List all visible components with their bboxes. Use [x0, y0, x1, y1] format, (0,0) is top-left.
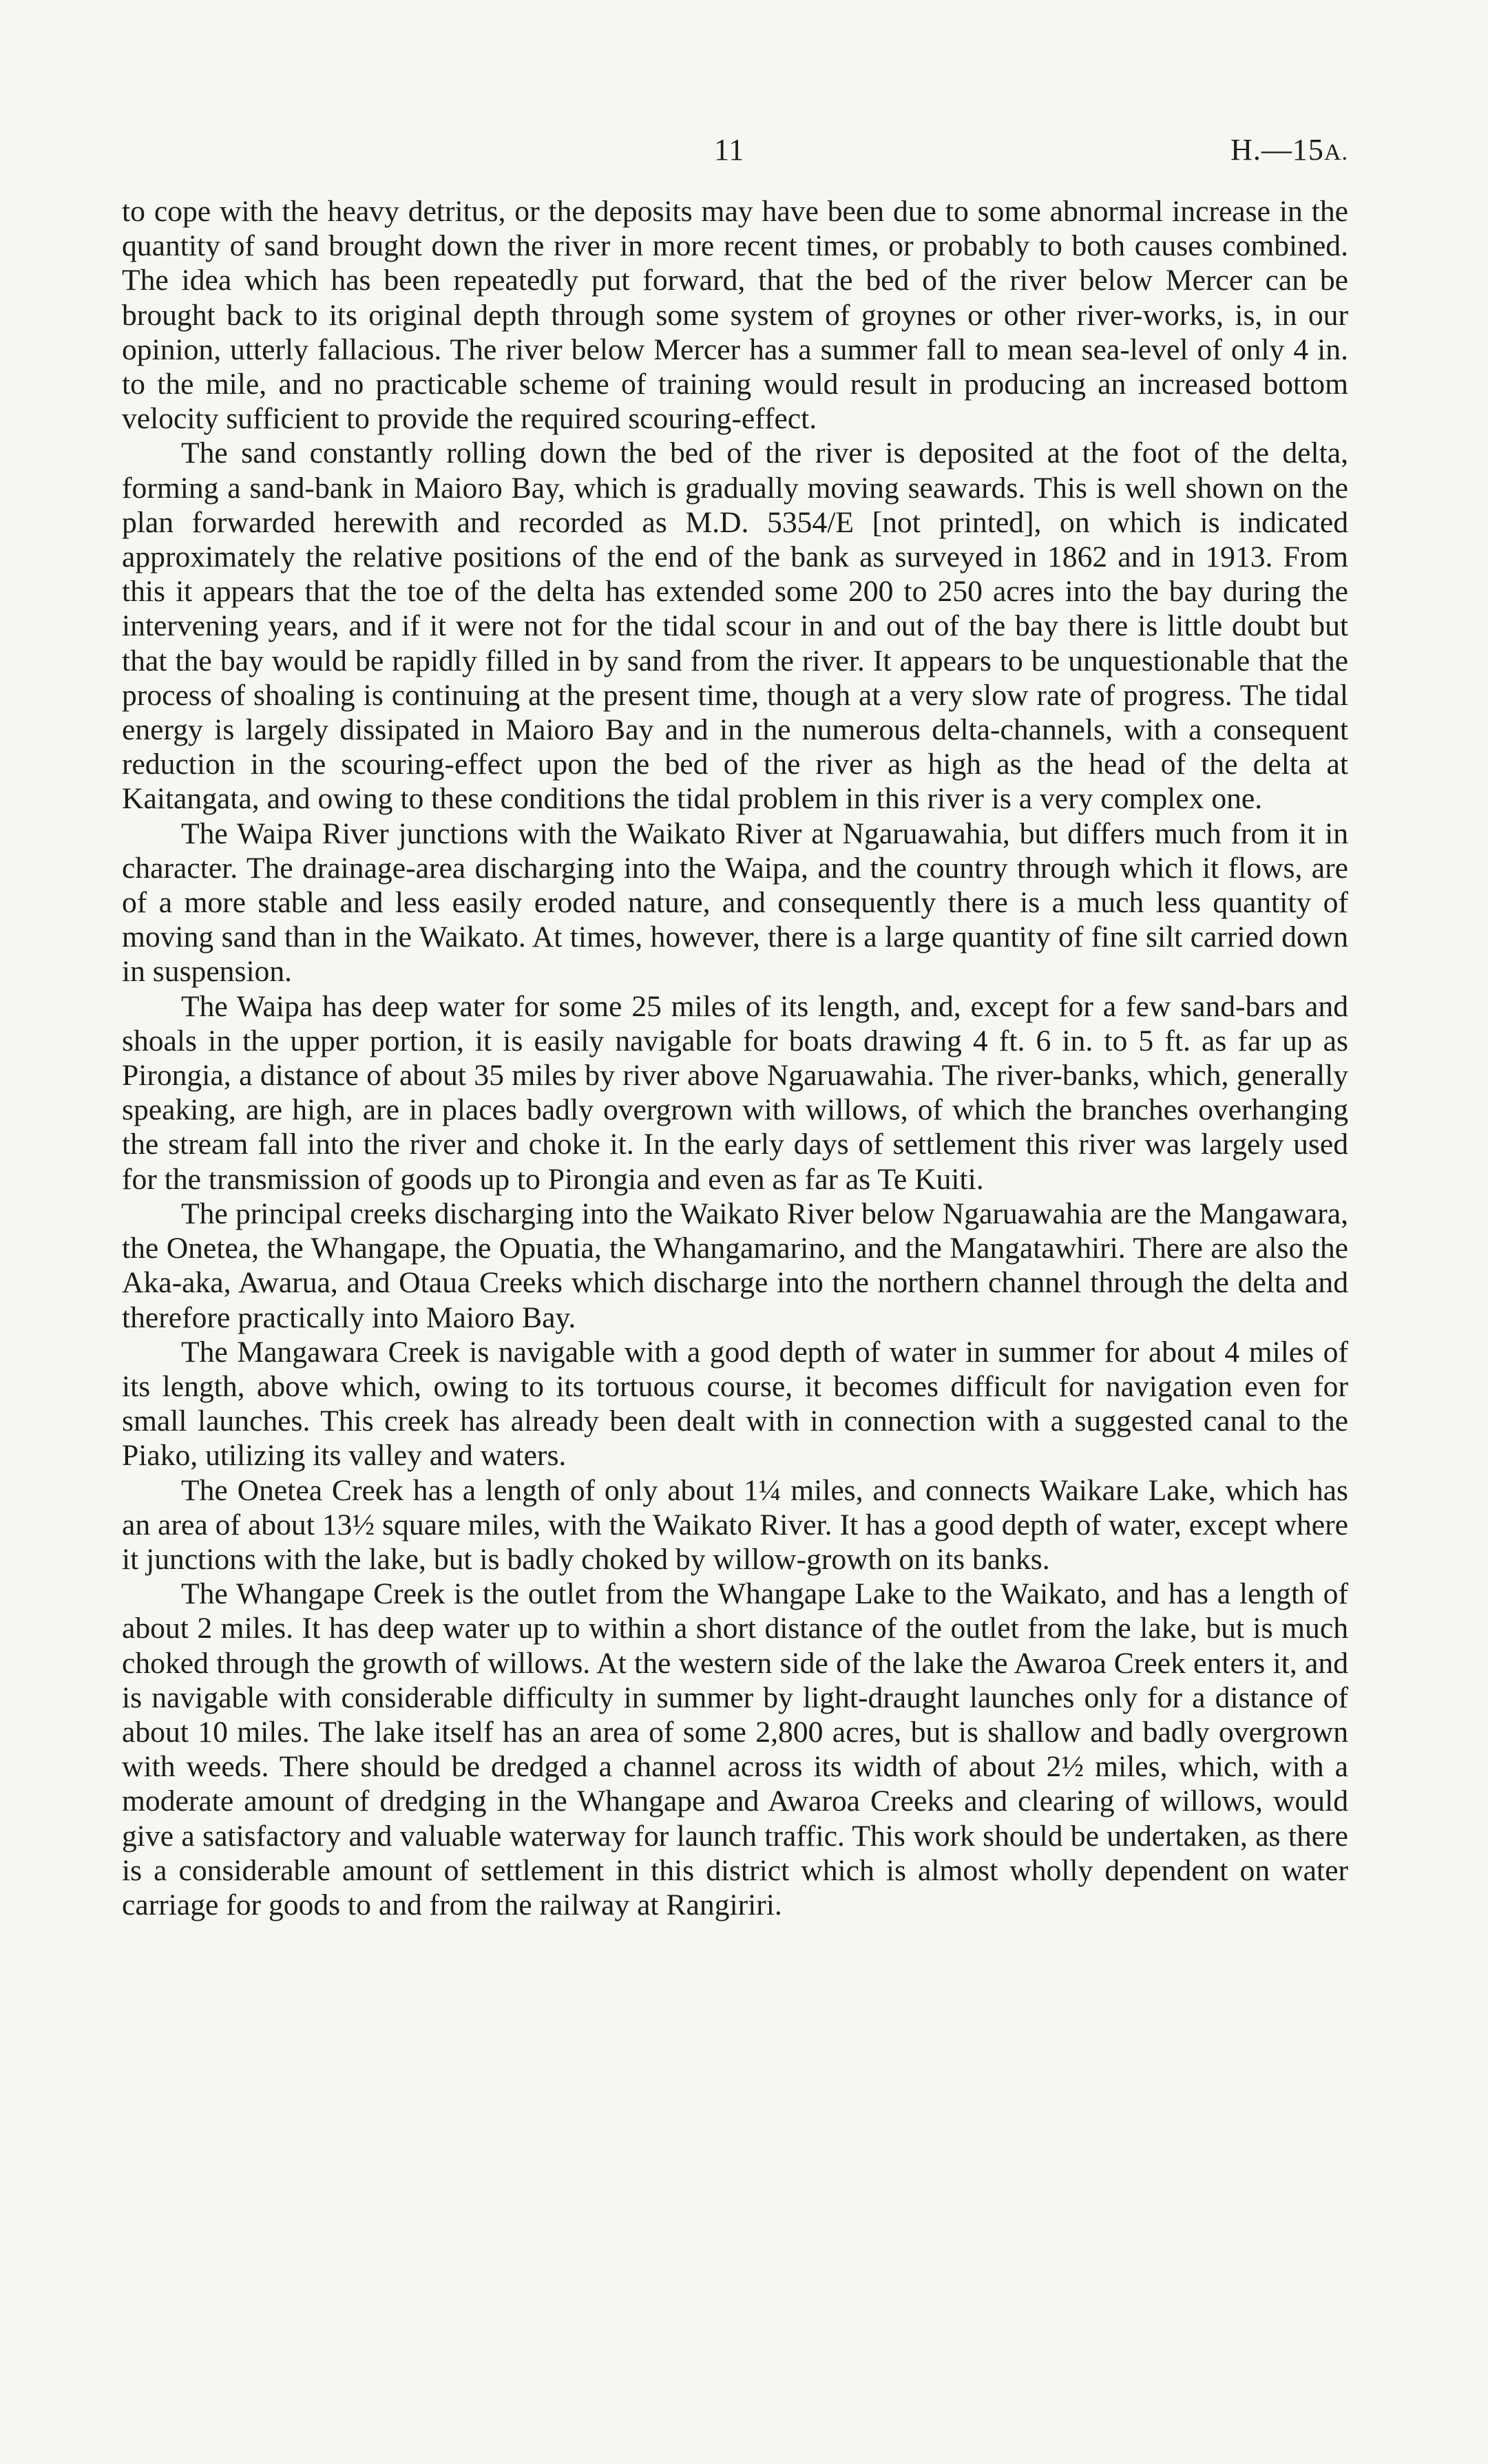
- paragraph-waipa-river: The Waipa River junctions with the Waikato River at Ngaruawahia, but differs much from it in character. The drainage-area discharging into the Waipa, and the country through which it flows, are of a more stable and less easily eroded nature, and consequently there is a much less quantity of moving sand than in the Waikato. At times, however, there is a large quantity of fine silt carried down in suspension.: [122, 817, 1348, 989]
- paragraph-whangape-creek: The Whangape Creek is the outlet from the Whangape Lake to the Waikato, and has a length of about 2 miles. It has deep water up to within a short distance of the outlet from the lake, but is much choked through the growth of willows. At the western side of the lake the Awaroa Creek enters it, and is navigable with considerable difficulty in summer by light-draught launches only for a distance of about 10 miles. The lake itself has an area of some 2,800 acres, but is shallow and badly overgrown with weeds. There should be dredged a channel across its width of about 2½ miles, which, with a moderate amount of dredging in the Whangape and Awaroa Creeks and clearing of willows, would give a satisfactory and valuable waterway for launch traffic. This work should be undertaken, as there is a considerable amount of settlement in this district which is almost wholly dependent on water carriage for goods to and from the railway at Rangiriri.: [122, 1577, 1348, 1921]
- document-reference-suffix: A.: [1323, 140, 1348, 165]
- document-reference-main: H.—15: [1230, 133, 1324, 167]
- paragraph-sand-delta: The sand constantly rolling down the bed of the river is deposited at the foot of the delta, forming a sand-bank in Maioro Bay, which is gradually moving seawards. This is well shown on the plan forwarded herewith and recorded as M.D. 5354/E [not printed], on which is indicated approximately the relative positions of the end of the bank as surveyed in 1862 and in 1913. From this it appears that the toe of the delta has extended some 200 to 250 acres into the bay during the intervening years, and if it were not for the tidal scour in and out of the bay there is little doubt but that the bay would be rapidly filled in by sand from the river. It appears to be unquestionable that the process of shoaling is continuing at the present time, though at a very slow rate of progress. The tidal energy is largely dissipated in Maioro Bay and in the numerous delta-channels, with a consequent reduction in the scouring-effect upon the bed of the river as high as the head of the delta at Kaitangata, and owing to these conditions the tidal problem in this river is a very complex one.: [122, 436, 1348, 816]
- paragraph-mangawara-creek: The Mangawara Creek is navigable with a good depth of water in summer for about 4 miles of its length, above which, owing to its tortuous course, it becomes difficult for navigation even for small launches. This creek has already been dealt with in connection with a suggested canal to the Piako, utilizing its valley and waters.: [122, 1335, 1348, 1473]
- page-header: [122, 132, 1348, 173]
- paragraph-waipa-navigation: The Waipa has deep water for some 25 miles of its length, and, except for a few sand-bars and shoals in the upper portion, it is easily navigable for boats drawing 4 ft. 6 in. to 5 ft. as far up as Pirongia, a distance of about 35 miles by river above Ngaruawahia. The river-banks, which, generally speaking, are high, are in places badly overgrown with willows, of which the branches overhanging the stream fall into the river and choke it. In the early days of settlement this river was largely used for the transmission of goods up to Pirongia and even as far as Te Kuiti.: [122, 989, 1348, 1196]
- page-number: 11: [714, 133, 745, 167]
- report-body: [122, 194, 1348, 1922]
- paragraph-continuation: to cope with the heavy detritus, or the deposits may have been due to some abnormal increase in the quantity of sand brought down the river in more recent times, or probably to both causes combined. The idea which has been repeatedly put forward, that the bed of the river below Mercer can be brought back to its original depth through some system of groynes or other river-works, is, in our opinion, utterly fallacious. The river below Mercer has a summer fall to mean sea-level of only 4 in. to the mile, and no practicable scheme of training would result in producing an increased bottom velocity sufficient to provide the required scouring-effect.: [122, 195, 1348, 436]
- document-reference: [1230, 132, 1348, 167]
- paragraph-principal-creeks: The principal creeks discharging into the Waikato River below Ngaruawahia are the Mangawara, the Onetea, the Whangape, the Opuatia, the Whangamarino, and the Mangatawhiri. There are also the Aka-aka, Awarua, and Otaua Creeks which discharge into the northern channel through the delta and therefore practically into Maioro Bay.: [122, 1197, 1348, 1334]
- paragraph-onetea-creek: The Onetea Creek has a length of only about 1¼ miles, and connects Waikare Lake, which has an area of about 13½ square miles, with the Waikato River. It has a good depth of water, except where it junctions with the lake, but is badly choked by willow-growth on its banks.: [122, 1473, 1348, 1576]
